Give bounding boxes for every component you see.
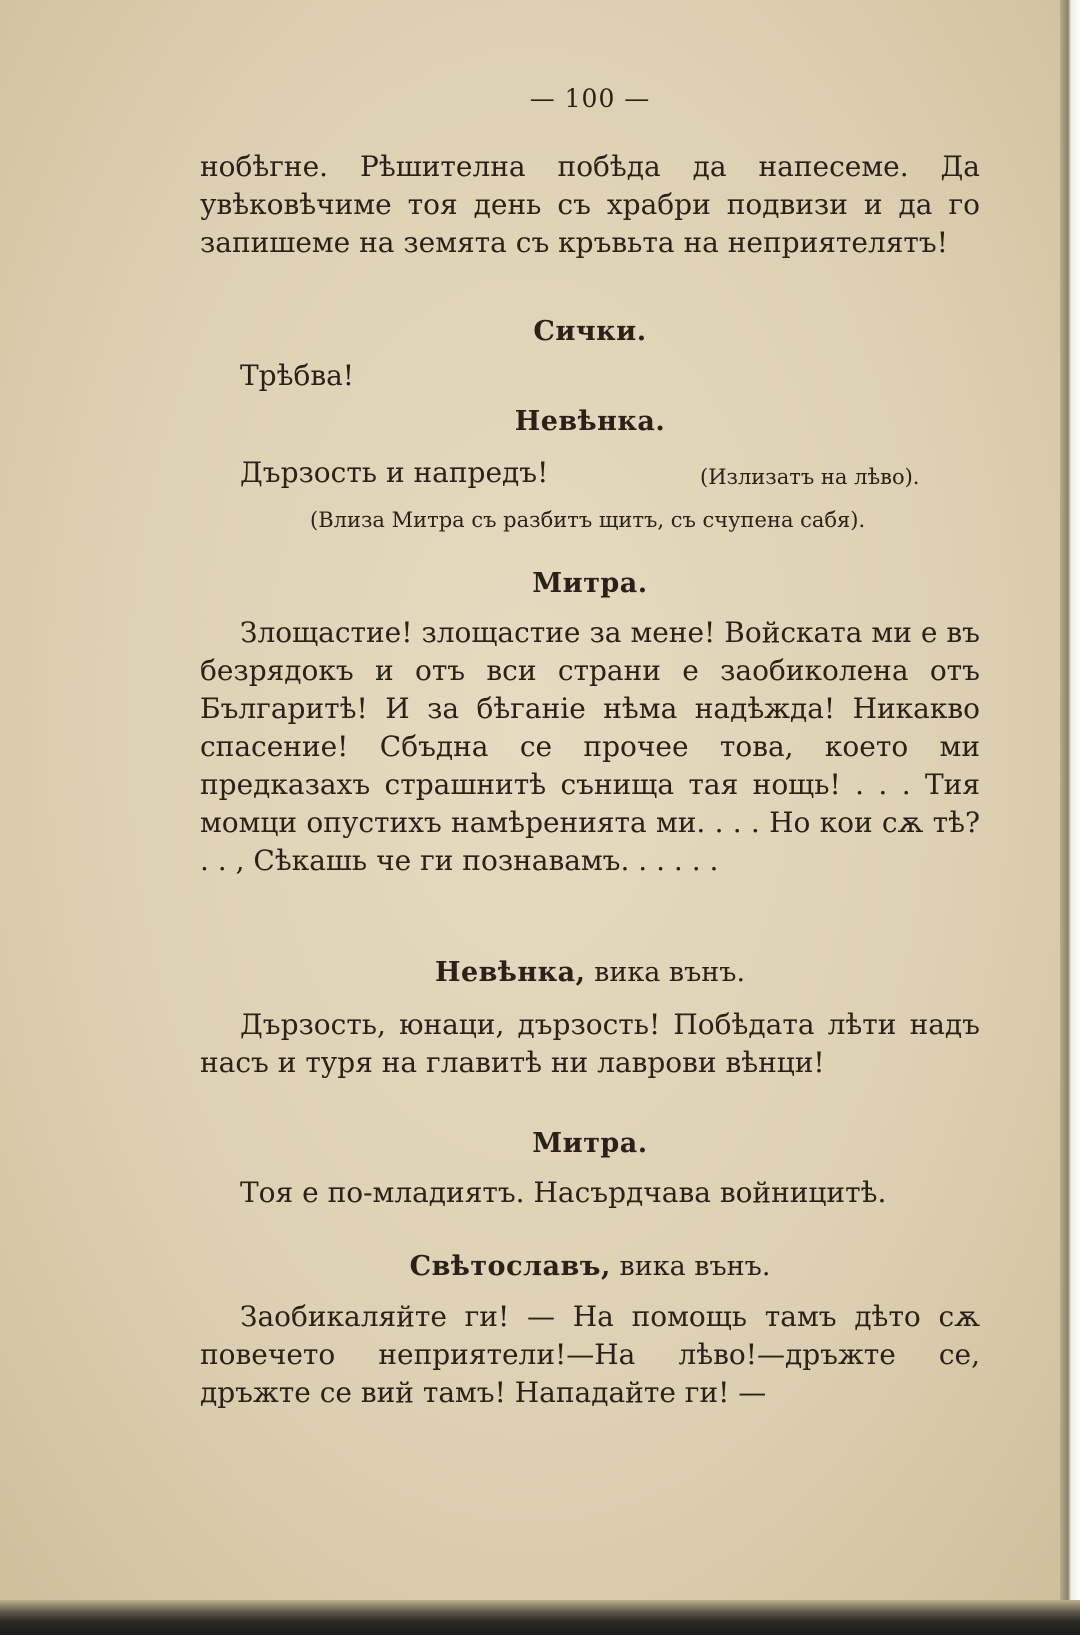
speaker-nevenka-2 — [200, 955, 980, 991]
speaker-sichki — [200, 314, 980, 350]
speaker-name: Невѣнка, — [434, 957, 586, 988]
paragraph-2: Злощастие! злощастие за мене! Войската ми е въ безрядокъ и отъ вси страни е заобиколена отъ Българитѣ! И за бѣганіе нѣма надѣжда! Никакво спасение! Сбъдна се прочее това, което ми предказахъ страшнитѣ сънища тая нощь! . . . Тия момци опустихъ намѣренията ми. . . . Но кои сѫ тѣ? . . , Сѣкашь че ги познавамъ. . . . . . — [200, 616, 980, 877]
stage-direction-exit: (Излизатъ на лѣво). — [700, 465, 920, 489]
stage-direction-enter: (Влиза Митра съ разбитъ щитъ, съ счупена сабя). — [310, 508, 866, 532]
page-edge-bottom — [0, 1600, 1080, 1635]
line-toya: Тоя е по-младиятъ. Насърдчава войницитѣ. — [240, 1176, 887, 1209]
speaker-name: Свѣтославъ, — [409, 1251, 611, 1282]
paragraph-3: Дързость, юнаци, дързость! Побѣдата лѣти надъ насъ и туря на главитѣ ни лаврови вѣнци! — [200, 1008, 980, 1079]
speaker-note: вика вънъ. — [619, 1251, 771, 1282]
speaker-mitra-2 — [200, 1126, 980, 1162]
paragraph-4: Заобикаляйте ги! — На помощь тамъ дѣто сѫ повечето неприятели!—На лѣво!—дръжте се, дръжте се вий тамъ! Нападайте ги! — — [200, 1300, 980, 1409]
speaker-note: вика вънъ. — [594, 957, 746, 988]
paragraph-1: нобѣгне. Рѣшителна побѣда да напесеме. Да увѣковѣчиме тоя день съ храбри подвизи и да го запишеме на земята съ кръвьта на неприятелятъ! — [200, 150, 980, 259]
line-trebva: Трѣбва! — [240, 359, 355, 392]
speaker-nevenka-1 — [200, 404, 980, 440]
speaker-mitra-1 — [200, 566, 980, 602]
speaker-svetoslav — [200, 1249, 980, 1285]
speaker-name: Невѣнка. — [514, 406, 666, 437]
page-number: — 100 — — [529, 84, 651, 113]
speaker-name: Митра. — [532, 568, 648, 599]
line-darzost: Дързость и напредъ! — [240, 456, 549, 489]
speaker-name: Сички. — [533, 316, 647, 347]
speaker-name: Митра. — [532, 1128, 648, 1159]
page-edge-right — [1060, 0, 1080, 1635]
